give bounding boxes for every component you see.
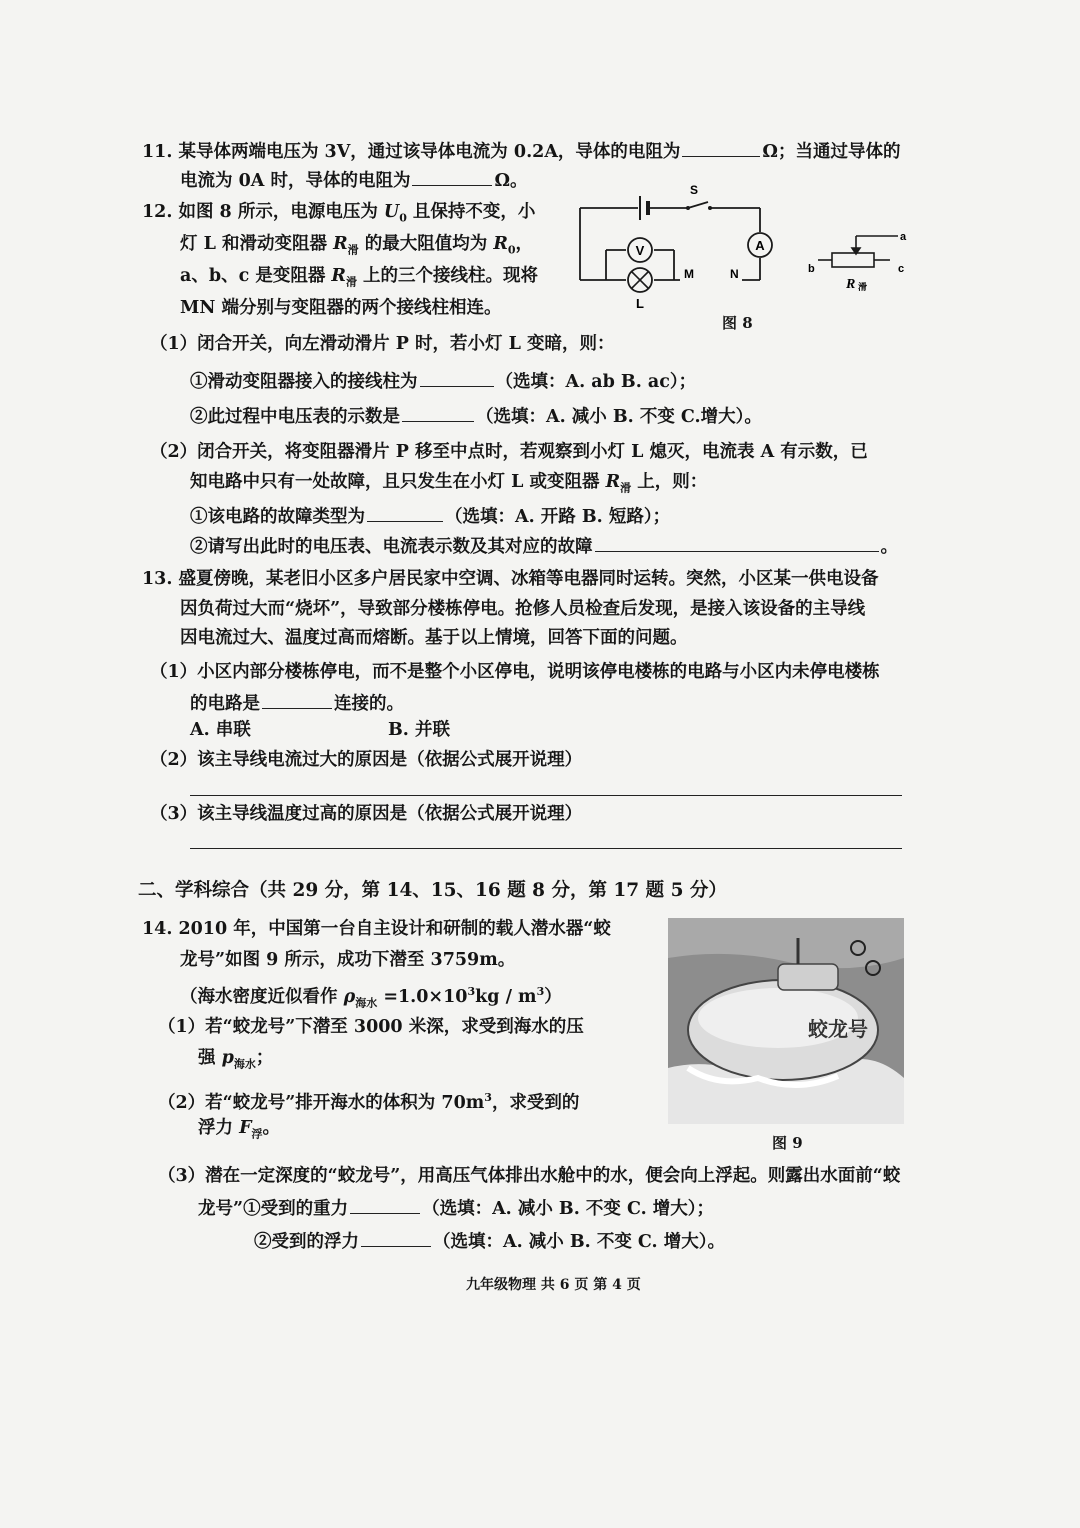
q12-part2a: [150, 440, 868, 464]
q12-text: a、b、c 是变阻器: [180, 266, 332, 286]
q14-p2-text: 。: [262, 1118, 281, 1138]
voltmeter-label: V: [635, 243, 645, 258]
q14-p2-text: 浮力: [198, 1118, 240, 1138]
q11-text: 某导体两端电压为 3V，通过该导体电流为 0.2A，导体的电阻为: [178, 142, 681, 162]
q14-text: kg / m: [475, 986, 537, 1007]
q14-p2-text: （2）若“蛟龙号”排开海水的体积为 70m: [158, 1092, 485, 1113]
symbol-r: R: [605, 472, 621, 492]
answer-line[interactable]: [190, 848, 902, 849]
q14-part3a: [158, 1164, 900, 1188]
exponent: 3: [484, 1091, 492, 1104]
rheostat-sub: 滑: [858, 283, 868, 293]
q14-part3b: [198, 1195, 714, 1221]
symbol-u: U: [383, 202, 400, 222]
rheostat-label: R: [846, 277, 856, 292]
q13-option-a: [190, 718, 251, 742]
q12-part1: [150, 332, 615, 356]
q12-text: 的最大阻值均为: [358, 234, 494, 254]
symbol-sub: 浮: [251, 1127, 263, 1141]
q14-text: =1.0×10: [377, 986, 468, 1007]
q13-part2: [150, 748, 582, 772]
q14-p1-text: 强: [198, 1048, 222, 1068]
q12-part2i: [190, 503, 670, 529]
q12-text: ，: [515, 234, 534, 254]
answer-line[interactable]: [190, 795, 902, 796]
q14-part3c: [254, 1228, 725, 1254]
q12-line1: [142, 200, 535, 231]
q13-p3-text: （3）该主导线温度过高的原因是（依据公式展开说理）: [150, 804, 583, 824]
q14-part2b: [198, 1116, 280, 1147]
q14-text: （海水密度近似看作: [180, 986, 344, 1007]
q11-line2: [180, 167, 528, 193]
terminal-c-label: c: [898, 263, 905, 275]
q12-p2ii-end: 。: [880, 537, 898, 557]
symbol-sub: 滑: [347, 243, 359, 257]
symbol-sub: 滑: [620, 481, 632, 495]
q12-p2ii-text: ②请写出此时的电压表、电流表示数及其对应的故障: [190, 537, 593, 557]
rheostat-icon: [818, 236, 898, 267]
option-a: A. 串联: [190, 720, 251, 740]
q14-p3-text: ②受到的浮力: [254, 1232, 359, 1252]
hull-lettering: 蛟龙号: [808, 1017, 868, 1041]
q11-unit2: Ω。: [494, 171, 528, 191]
q12-p2-text: （2）闭合开关，将变阻器滑片 P 移至中点时，若观察到小灯 L 熄灭，电流表 A 有示数，已: [150, 442, 868, 462]
answer-blank[interactable]: [361, 1228, 431, 1247]
q12-part1b: [190, 403, 762, 429]
terminal-m-label: M: [684, 267, 694, 281]
answer-blank[interactable]: [402, 403, 474, 422]
q13-line3: [180, 626, 688, 650]
q12-text: 灯 L 和滑动变阻器: [180, 234, 334, 254]
q12-part2b: [190, 470, 707, 501]
q13-part1b: [190, 690, 404, 716]
fig9-caption: 图 9: [772, 1134, 803, 1152]
q13-line2: [180, 597, 865, 621]
submersible-photo: [668, 918, 904, 1124]
q13-p1-text: （1）小区内部分楼栋停电，而不是整个小区停电，说明该停电楼栋的电路与小区内未停电楼栋: [150, 662, 880, 682]
q12-text: 上的三个接线柱。现将: [356, 266, 539, 286]
question-number: 12.: [142, 202, 173, 222]
q14-p2-text: ，求受到的: [491, 1092, 580, 1113]
symbol-sub: 滑: [345, 275, 357, 289]
option-b: B. 并联: [388, 720, 450, 740]
page-footer: 九年级物理 共 6 页 第 4 页: [466, 1277, 641, 1293]
question-number: 11.: [142, 142, 173, 162]
q12-line3: [180, 264, 538, 295]
switch-contact: [708, 206, 712, 210]
switch-label: S: [690, 183, 699, 197]
answer-blank[interactable]: [262, 690, 332, 709]
q12-p2i-options: （选填：A. 开路 B. 短路）；: [445, 507, 671, 527]
q13-line1: [142, 567, 878, 591]
switch-contact: [686, 206, 690, 210]
q14-part1b: [198, 1046, 273, 1077]
answer-blank[interactable]: [595, 533, 879, 552]
q13-option-b: [388, 718, 450, 742]
q13-text: 盛夏傍晚，某老旧小区多户居民家中空调、冰箱等电器同时运转。突然，小区某一供电设备: [178, 569, 879, 589]
symbol-sub: 0: [507, 243, 516, 257]
q13-part1a: [150, 660, 880, 684]
q13-p2-text: （2）该主导线电流过大的原因是（依据公式展开说理）: [150, 750, 583, 770]
q14-text: 2010 年，中国第一台自主设计和研制的载人潜水器“蛟: [178, 919, 611, 939]
terminal-a-label: a: [900, 231, 907, 243]
q12-p1b-text: ②此过程中电压表的示数是: [190, 407, 400, 427]
q14-text: ）: [544, 986, 562, 1007]
q14-line3: [180, 980, 562, 1015]
symbol-rho: ρ: [343, 986, 356, 1007]
q12-p2-text: 上，则：: [631, 472, 708, 492]
question-number: 14.: [142, 919, 173, 939]
answer-blank[interactable]: [682, 138, 760, 157]
q14-text: 龙号”如图 9 所示，成功下潜至 3759m。: [180, 950, 516, 970]
ammeter-label: A: [755, 238, 765, 253]
symbol-sub: 海水: [355, 996, 378, 1010]
answer-blank[interactable]: [412, 167, 492, 186]
symbol-sub: 海水: [233, 1057, 256, 1071]
q12-part1a: [190, 368, 696, 394]
q14-p3b-options: （选填：A. 减小 B. 不变 C. 增大）；: [422, 1199, 715, 1219]
q12-text: MN 端分别与变阻器的两个接线柱相连。: [180, 298, 502, 318]
q11-line1: [142, 138, 901, 164]
terminal-b-label: b: [808, 263, 815, 275]
q13-p1-text: 的电路是: [190, 694, 260, 714]
symbol-p: p: [221, 1048, 234, 1068]
q13-text: 因电流过大、温度过高而熔断。基于以上情境，回答下面的问题。: [180, 628, 688, 648]
q12-part2ii: [190, 533, 898, 559]
section-2-heading: [138, 879, 727, 903]
symbol-f: F: [239, 1118, 252, 1138]
answer-blank[interactable]: [420, 368, 494, 387]
answer-blank[interactable]: [367, 503, 443, 522]
q13-text: 因负荷过大而“烧坏”，导致部分楼栋停电。抢修人员检查后发现，是接入该设备的主导线: [180, 599, 866, 619]
q14-part2a: [158, 1086, 579, 1115]
symbol-sub: 0: [399, 211, 407, 225]
terminal-n-label: N: [730, 267, 739, 281]
symbol-r: R: [331, 266, 346, 286]
submersible-illustration: [668, 918, 904, 1124]
q12-p1a-text: ①滑动变阻器接入的接线柱为: [190, 372, 418, 392]
q14-p3c-options: （选填：A. 减小 B. 不变 C. 增大）。: [433, 1232, 725, 1252]
q12-text: 如图 8 所示，电源电压为: [178, 202, 384, 222]
circuit-diagram-fig8: [570, 180, 910, 330]
q12-line4: [180, 296, 501, 320]
exponent: 3: [467, 985, 476, 998]
fig8-caption: 图 8: [722, 314, 753, 332]
q12-line2: [180, 232, 533, 263]
q14-p3-text: 龙号”①受到的重力: [198, 1199, 349, 1219]
q14-p1-text: ；: [255, 1048, 274, 1068]
q12-text: 且保持不变，小: [406, 202, 536, 222]
exponent: 3: [536, 985, 545, 998]
q13-p1-end: 连接的。: [334, 694, 404, 714]
q14-p3-text: （3）潜在一定深度的“蛟龙号”，用高压气体排出水舱中的水，便会向上浮起。则露出水面前“蛟: [158, 1166, 901, 1186]
q11-text2: 电流为 0A 时，导体的电阻为: [180, 171, 411, 191]
q12-p2-text: 知电路中只有一处故障，且只发生在小灯 L 或变阻器: [190, 472, 606, 492]
q12-p2i-text: ①该电路的故障类型为: [190, 507, 365, 527]
q12-p1b-options: （选填：A. 减小 B. 不变 C.增大）。: [476, 407, 762, 427]
section-title: 二、学科综合（共 29 分，第 14、15、16 题 8 分，第 17 题 5 分）: [138, 880, 727, 901]
q14-line2: [180, 948, 515, 972]
lamp-label: L: [636, 296, 644, 311]
question-number: 13.: [142, 569, 173, 589]
answer-blank[interactable]: [350, 1195, 420, 1214]
symbol-r: R: [333, 234, 348, 254]
q14-line1: [142, 917, 611, 941]
q13-part3: [150, 802, 582, 826]
q14-p1-text: （1）若“蛟龙号”下潜至 3000 米深，求受到海水的压: [158, 1017, 584, 1037]
q12-p1-text: （1）闭合开关，向左滑动滑片 P 时，若小灯 L 变暗，则：: [150, 334, 615, 354]
q11-unit: Ω；当通过导体的: [762, 142, 901, 162]
q14-part1a: [158, 1015, 584, 1039]
q12-p1a-options: （选填：A. ab B. ac）；: [495, 372, 697, 392]
symbol-r: R: [493, 234, 508, 254]
